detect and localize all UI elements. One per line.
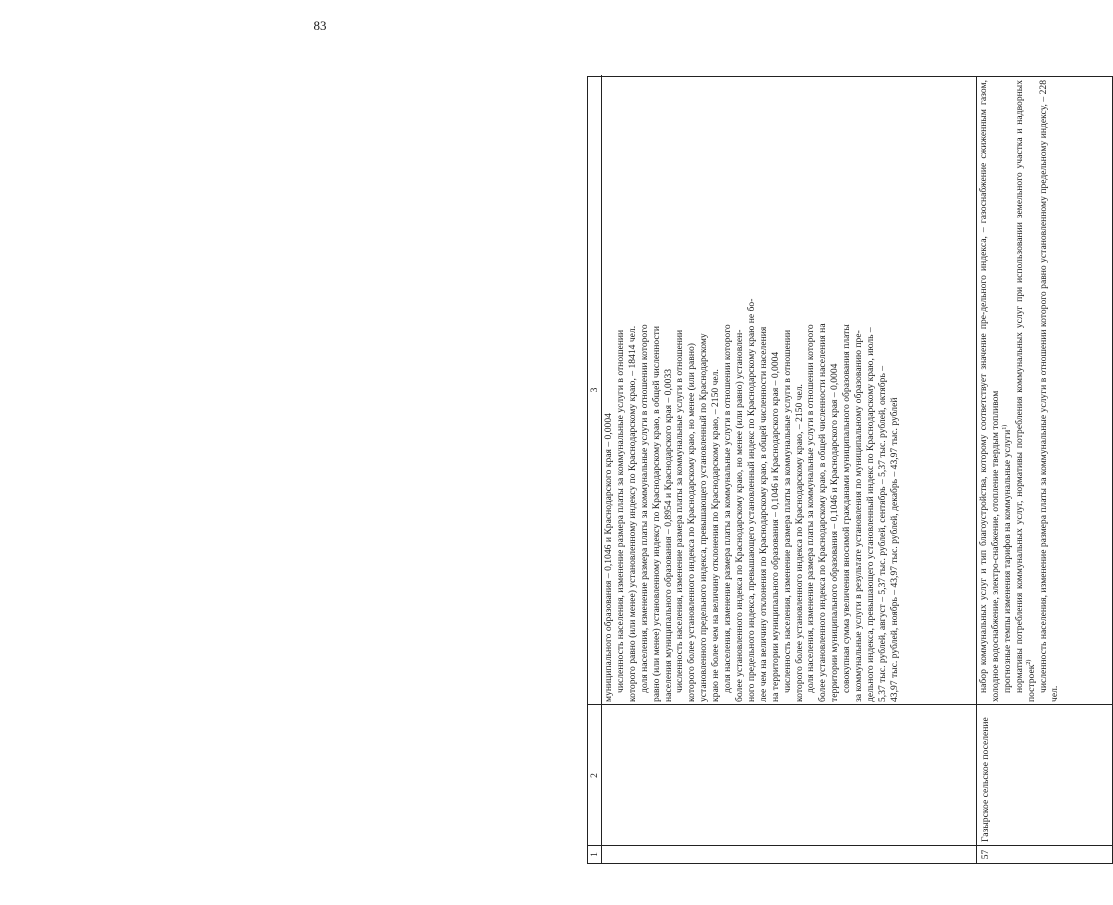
continued-row-col-3 xyxy=(603,78,975,702)
row-57-details xyxy=(978,80,1112,702)
text-line: территории муниципального образования – 0,1046 и Краснодарского края – 0,0004 xyxy=(829,363,841,702)
text-line: краю не более чем на величину отклонения по Краснодарскому краю, – 2150 чел. xyxy=(710,369,722,702)
text-line: которого более установленного индекса по Краснодарскому краю, – 2150 чел. xyxy=(793,384,805,702)
text-line: дельного индекса, превышающего установленный индекс по Краснодарскому краю, июль – xyxy=(864,327,876,702)
text-line: на территории муниципального образования – 0,1046 и Краснодарского края – 0,0004 xyxy=(769,351,781,702)
text-line: 5,37 тыс. рублей, август – 5,37 тыс. рублей, сентябрь – 5,37 тыс. рублей, октябрь – xyxy=(876,365,888,702)
column-divider-2 xyxy=(588,704,1112,705)
header-col-2: 2 xyxy=(588,705,602,846)
text-line: муниципального образования – 0,1046 и Краснодарского края – 0,0004 xyxy=(603,413,614,702)
footnote-ref: 2) xyxy=(1025,659,1032,665)
continuation-table xyxy=(587,76,1113,864)
text-line: населения муниципального образования – 0,8954 и Краснодарского края – 0,0033 xyxy=(662,368,674,702)
text-line: численность населения, изменение размера платы за коммунальные услуги в отношении xyxy=(674,329,686,693)
row-divider xyxy=(976,77,977,863)
text-line: которого равно (или менее) установленному индексу по Краснодарскому краю, – 18414 чел. xyxy=(626,325,638,702)
header-col-1: 1 xyxy=(588,846,602,863)
paragraph-tariff-forecast: прогнозные темпы изменения тарифов на коммунальные услуги$^{1)}$ xyxy=(1001,424,1013,693)
text-line: численность населения, изменение размера платы за коммунальные услуги в отношении xyxy=(614,329,626,693)
text-line: равно (или менее) установленному индексу по Краснодарскому краю, в общей численности xyxy=(650,325,662,702)
text-line: численность населения, изменение размера платы за коммунальные услуги в отношении xyxy=(781,329,793,693)
text-line: доля населения, изменение размера платы за коммунальные услуги в отношении которого xyxy=(638,324,650,693)
text-line: которого более установленного индекса по Краснодарскому краю, но менее (или равно) xyxy=(686,343,698,702)
text-line: совокупная сумма увеличения вносимой гражданами муниципального образования платы xyxy=(841,324,853,693)
paragraph-utility-set: набор коммунальных услуг и тип благоустройства, которому соответствует значение пре-дельного индекса, – газоснабжение сжиженным газом, холодное водоснабжение, электро-снабжение, отопление твердым топливом xyxy=(978,80,1001,702)
text-line: доля населения, изменение размера платы за коммунальные услуги в отношении которого xyxy=(722,324,734,693)
text-line: более установленного индекса по Краснодарскому краю, в общей численности населения на xyxy=(817,323,829,702)
text-line: ного предельного индекса, превышающего установленный индекс по Краснодарскому краю не бо- xyxy=(745,298,757,702)
text-line: лее чем на величину отклонения по Краснодарскому краю, в общей численности населения xyxy=(757,326,769,702)
row-57-number: 57 xyxy=(980,849,991,860)
text-line: более установленного индекса по Краснодарскому краю, но менее (или равно) установлен- xyxy=(733,329,745,702)
column-divider-1 xyxy=(588,845,1112,846)
footnote-ref: 1) xyxy=(1001,424,1008,430)
text-line: за коммунальные услуги в результате установления по муниципальному образованию пре- xyxy=(853,330,865,702)
paragraph-population: численность населения, изменение размера платы за коммунальные услуги в отношении которого равно установленному предельному индексу, – 228 чел. xyxy=(1037,80,1061,702)
header-col-3: 3 xyxy=(588,75,602,705)
text-line: доля населения, изменение размера платы за коммунальные услуги в отношении которого xyxy=(805,324,817,693)
text-line: установленного предельного индекса, превышающего установленный по Краснодарскому xyxy=(698,333,710,702)
text-line: 43,97 тыс. рублей, ноябрь – 43,97 тыс. рублей, декабрь – 43,97 тыс. рублей xyxy=(888,397,900,702)
row-57-settlement-name: Газырское сельское поселение xyxy=(980,717,991,842)
page-number: 83 xyxy=(313,18,327,33)
paragraph-consumption-norms: нормативы потребления коммунальных услуг, нормативы потребления коммунальных услуг при использовании земельного участка и надворных построек$^{2)}$ xyxy=(1013,80,1037,702)
